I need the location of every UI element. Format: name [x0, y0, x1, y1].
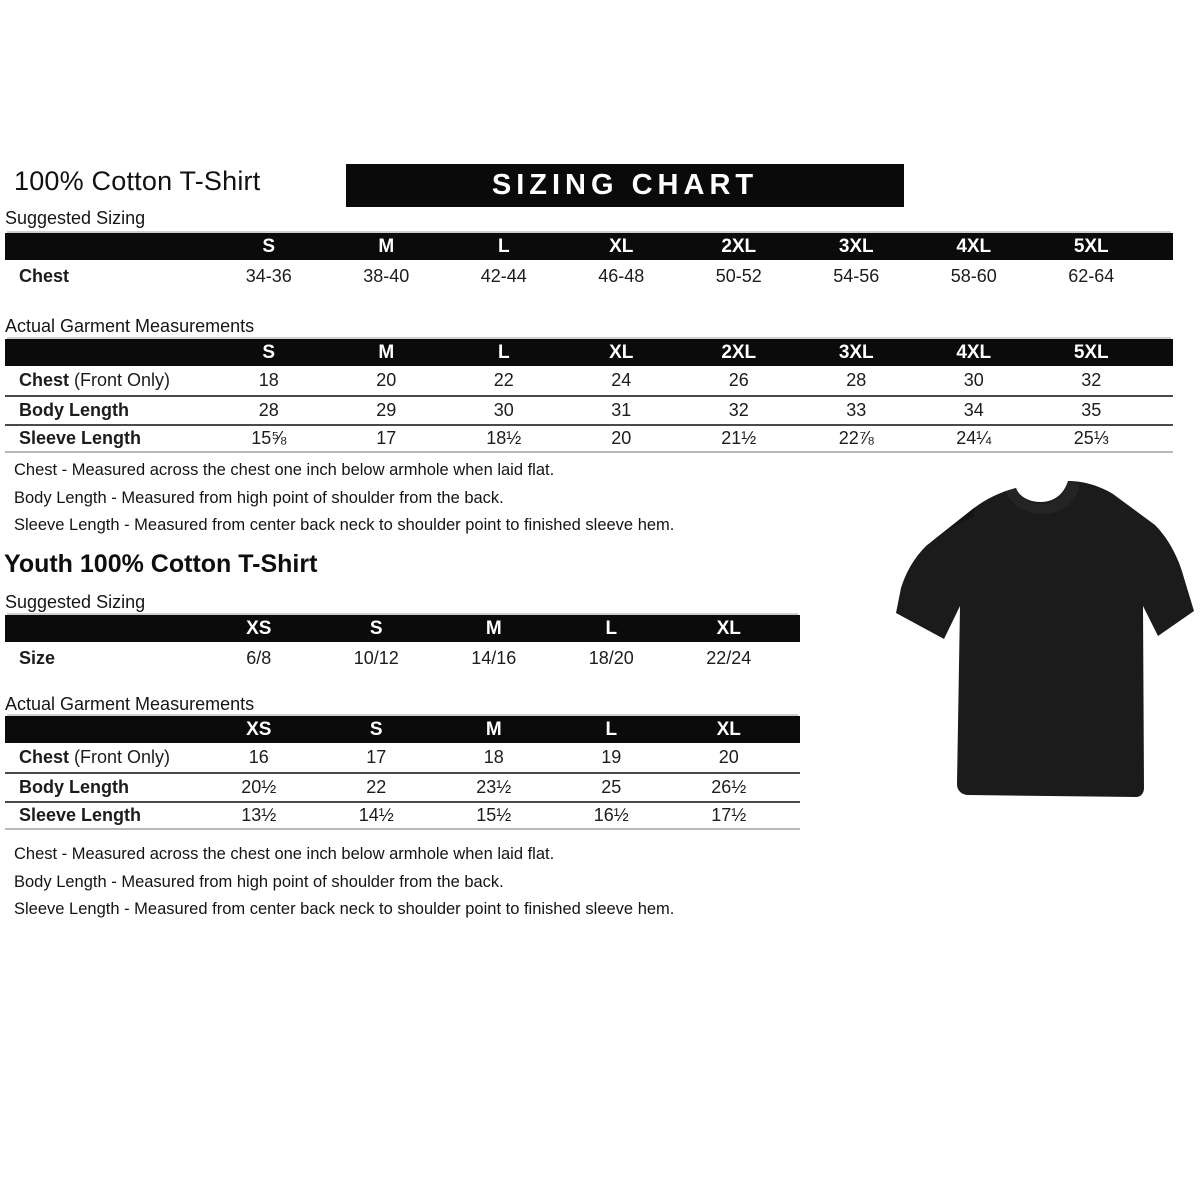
measurement-value: 20: [611, 428, 632, 448]
adult-suggested-sizing-table: [5, 233, 1173, 292]
table-row: [5, 743, 800, 772]
size-column-header-xl: XL: [716, 718, 741, 740]
measurement-value: 22: [493, 370, 514, 390]
measurement-value: 46-48: [598, 265, 645, 286]
table-row: [5, 366, 1173, 395]
youth-measurement-notes: [14, 845, 674, 928]
size-column-header-xs: XS: [246, 718, 272, 740]
table-header-bar: [5, 339, 1173, 366]
table-header-bar: [5, 615, 800, 642]
measurement-value: 23½: [476, 777, 512, 797]
section-label-youth-suggested: Suggested Sizing: [5, 592, 146, 612]
row-label: Sleeve Length: [19, 428, 142, 448]
measurement-value: 42-44: [480, 265, 527, 286]
youth-actual-measurements-table: [5, 716, 800, 830]
size-column-header-xl: XL: [609, 341, 634, 363]
note-body-length: Body Length - Measured from high point of shoulder from the back.: [14, 872, 504, 891]
row-label: Chest: [19, 265, 70, 286]
page-title: 100% Cotton T-Shirt: [14, 166, 261, 196]
youth-section-title: Youth 100% Cotton T-Shirt: [4, 550, 318, 578]
size-column-header-4xl: 4XL: [956, 235, 992, 257]
size-column-header-2xl: 2XL: [721, 341, 757, 363]
note-body-length: Body Length - Measured from high point of shoulder from the back.: [14, 488, 504, 507]
measurement-value: 62-64: [1068, 265, 1115, 286]
row-label: Sleeve Length: [19, 805, 142, 825]
adult-actual-measurements-table: [5, 339, 1173, 453]
note-sleeve-length: Sleeve Length - Measured from center back neck to shoulder point to finished sleeve hem.: [14, 900, 675, 918]
size-column-header-l: L: [605, 718, 618, 740]
size-column-header-m: M: [378, 341, 395, 363]
size-column-header-m: M: [485, 617, 502, 639]
measurement-value: 58-60: [950, 265, 997, 286]
size-column-header-s: S: [369, 718, 383, 740]
measurement-value: 38-40: [363, 265, 410, 286]
measurement-value: 32: [1081, 370, 1102, 390]
row-label: Body Length: [19, 777, 129, 797]
measurement-value: 18/20: [588, 647, 634, 668]
size-column-header-s: S: [369, 617, 383, 639]
measurement-value: 17: [366, 747, 387, 767]
measurement-value: 22⅞: [838, 428, 874, 448]
size-column-header-l: L: [497, 235, 510, 257]
size-column-header-s: S: [262, 341, 276, 363]
youth-suggested-sizing-table: [5, 615, 800, 674]
size-column-header-xl: XL: [609, 235, 634, 257]
measurement-value: 15⅝: [251, 428, 287, 448]
measurement-value: 29: [376, 400, 397, 420]
section-label-adult-suggested: Suggested Sizing: [5, 208, 146, 228]
note-sleeve-length: Sleeve Length - Measured from center back neck to shoulder point to finished sleeve hem.: [14, 516, 675, 534]
black-tshirt-image: [896, 466, 1196, 806]
note-chest: Chest - Measured across the chest one inch below armhole when laid flat.: [14, 845, 555, 863]
table-header-bar: [5, 716, 800, 743]
measurement-value: 17: [376, 428, 397, 448]
measurement-value: 25: [601, 777, 622, 797]
measurement-value: 14½: [358, 805, 394, 825]
measurement-value: 31: [611, 400, 632, 420]
size-column-header-m: M: [485, 718, 502, 740]
section-label-adult-actual: Actual Garment Measurements: [5, 316, 255, 336]
measurement-value: 30: [963, 370, 984, 390]
size-column-header-4xl: 4XL: [956, 341, 992, 363]
measurement-value: 13½: [241, 805, 277, 825]
table-header-bar: [5, 233, 1173, 260]
measurement-value: 16½: [593, 805, 629, 825]
table-row: [5, 395, 1173, 424]
size-column-header-3xl: 3XL: [838, 235, 874, 257]
row-label: Size: [19, 647, 56, 668]
measurement-value: 18½: [486, 428, 522, 448]
note-chest: Chest - Measured across the chest one inch below armhole when laid flat.: [14, 461, 555, 479]
measurement-value: 28: [258, 400, 279, 420]
size-column-header-5xl: 5XL: [1073, 341, 1109, 363]
measurement-value: 17½: [711, 805, 747, 825]
measurement-value: 20: [376, 370, 397, 390]
measurement-value: 20: [718, 747, 739, 767]
measurement-value: 15½: [476, 805, 512, 825]
measurement-value: 10/12: [353, 647, 399, 668]
measurement-value: 25⅓: [1073, 428, 1109, 448]
measurement-value: 26½: [711, 777, 747, 797]
row-label: Chest (Front Only): [19, 747, 171, 767]
measurement-value: 24¼: [956, 428, 992, 448]
measurement-value: 21½: [721, 428, 757, 448]
measurement-value: 22/24: [706, 647, 752, 668]
sizing-chart-banner: SIZING CHART: [346, 164, 904, 207]
measurement-value: 30: [493, 400, 514, 420]
size-column-header-2xl: 2XL: [721, 235, 757, 257]
measurement-value: 26: [728, 370, 749, 390]
section-label-youth-actual: Actual Garment Measurements: [5, 694, 255, 714]
tshirt-silhouette: [896, 481, 1194, 797]
measurement-value: 20½: [241, 777, 277, 797]
table-row: [5, 260, 1173, 292]
size-column-header-l: L: [605, 617, 618, 639]
measurement-value: 6/8: [246, 647, 272, 668]
measurement-value: 22: [366, 777, 387, 797]
measurement-value: 24: [611, 370, 632, 390]
size-column-header-xs: XS: [246, 617, 272, 639]
size-column-header-l: L: [497, 341, 510, 363]
measurement-value: 28: [846, 370, 867, 390]
size-column-header-s: S: [262, 235, 276, 257]
measurement-value: 54-56: [833, 265, 880, 286]
measurement-value: 50-52: [715, 265, 762, 286]
measurement-value: 33: [846, 400, 867, 420]
size-column-header-m: M: [378, 235, 395, 257]
measurement-value: 34-36: [245, 265, 292, 286]
table-row: [5, 424, 1173, 453]
measurement-value: 18: [258, 370, 279, 390]
table-row: [5, 642, 800, 674]
measurement-value: 32: [728, 400, 749, 420]
row-label: Chest (Front Only): [19, 370, 171, 390]
size-column-header-xl: XL: [716, 617, 741, 639]
measurement-value: 14/16: [471, 647, 517, 668]
table-row: [5, 772, 800, 801]
adult-measurement-notes: [14, 461, 674, 544]
measurement-value: 16: [248, 747, 269, 767]
measurement-value: 34: [963, 400, 984, 420]
measurement-value: 18: [483, 747, 504, 767]
measurement-value: 35: [1081, 400, 1102, 420]
size-column-header-5xl: 5XL: [1073, 235, 1109, 257]
table-row: [5, 801, 800, 830]
measurement-value: 19: [601, 747, 622, 767]
row-label: Body Length: [19, 400, 129, 420]
size-column-header-3xl: 3XL: [838, 341, 874, 363]
